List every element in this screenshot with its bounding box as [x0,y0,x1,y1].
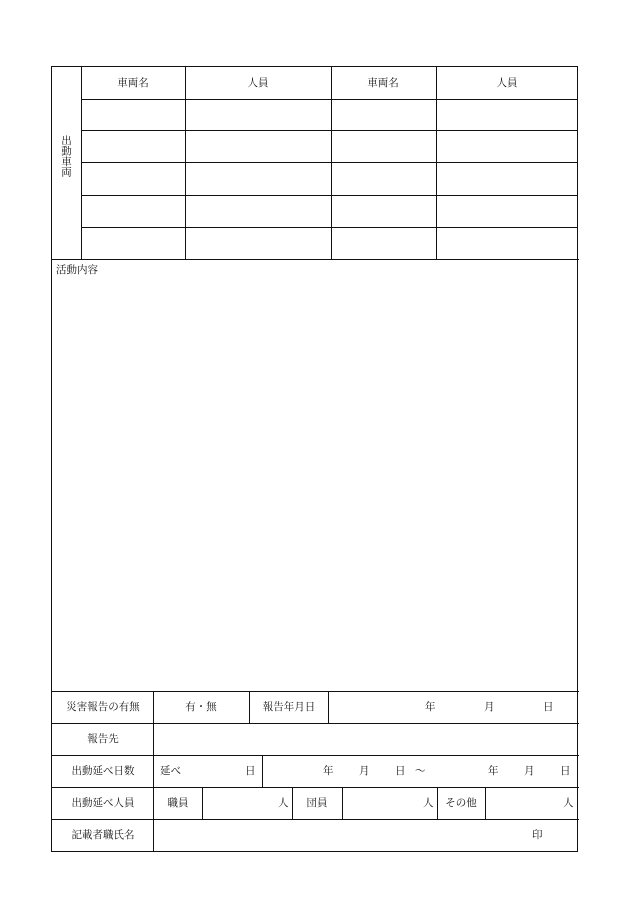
header-personnel-2: 人員 [496,77,518,89]
row4-divider-2 [292,787,293,819]
col-divider-1 [185,67,186,259]
report-date-day-unit: 日 [543,701,554,713]
days-label: 出動延べ日数 [71,765,135,777]
days-to-month: 月 [524,765,535,777]
vehicle-row-line-4 [81,195,578,196]
label-column-divider [153,691,154,851]
header-personnel-1: 人員 [247,77,269,89]
row4-divider-1 [202,787,203,819]
vehicle-row-line-2 [81,130,578,131]
other-unit: 人 [563,797,574,809]
row-line-days [52,755,579,756]
activity-content-label: 活動内容 [56,264,98,276]
days-to-day: 日 [560,765,571,777]
report-date-month-unit: 月 [484,701,495,713]
row4-divider-3 [342,787,343,819]
days-tilde: 〜 [415,765,426,777]
days-from-day: 日 [395,765,406,777]
activity-content-area[interactable] [54,279,576,691]
other-label: その他 [445,797,477,809]
vehicle-row-line-5 [81,227,578,228]
seal-mark: 印 [532,829,543,841]
member-label: 団員 [306,797,328,809]
recorder-label: 記載者職氏名 [71,829,135,841]
member-unit: 人 [423,797,434,809]
report-date-year-unit: 年 [425,701,436,713]
header-vehicle-name-1: 車両名 [117,77,149,89]
row4-divider-4 [437,787,438,819]
vehicle-label-divider [81,67,82,259]
activity-section-bottom [52,691,579,692]
row3-divider [262,755,263,787]
disaster-report-option[interactable]: 有・無 [185,701,217,713]
row1-divider-2 [328,691,329,723]
vehicle-name-cell[interactable] [332,100,436,130]
row-line-personnel [52,787,579,788]
dispatch-vehicles-label: 出動車両 [60,135,72,177]
vehicles-section-bottom [52,259,579,260]
vehicle-name-cell[interactable] [82,100,185,130]
disaster-report-label: 災害報告の有無 [66,701,140,713]
personnel-cell[interactable] [186,100,331,130]
activity-report-form [51,66,578,852]
report-to-field[interactable] [155,724,577,754]
row1-divider-1 [249,691,250,723]
vehicle-row-line-3 [81,162,578,163]
col-divider-3 [436,67,437,259]
row4-divider-5 [485,787,486,819]
days-day-unit: 日 [245,765,256,777]
personnel-label: 出動延べ人員 [71,797,135,809]
report-date-label: 報告年月日 [262,701,316,713]
days-to-year: 年 [488,765,499,777]
days-from-year: 年 [323,765,334,777]
report-to-label: 報告先 [87,733,119,745]
staff-label: 職員 [167,797,189,809]
days-from-month: 月 [359,765,370,777]
recorder-name-field[interactable] [155,820,577,850]
days-nobe: 延べ [160,765,181,777]
header-vehicle-name-2: 車両名 [367,77,399,89]
col-divider-2 [331,67,332,259]
staff-unit: 人 [278,797,289,809]
personnel-cell[interactable] [437,100,578,130]
